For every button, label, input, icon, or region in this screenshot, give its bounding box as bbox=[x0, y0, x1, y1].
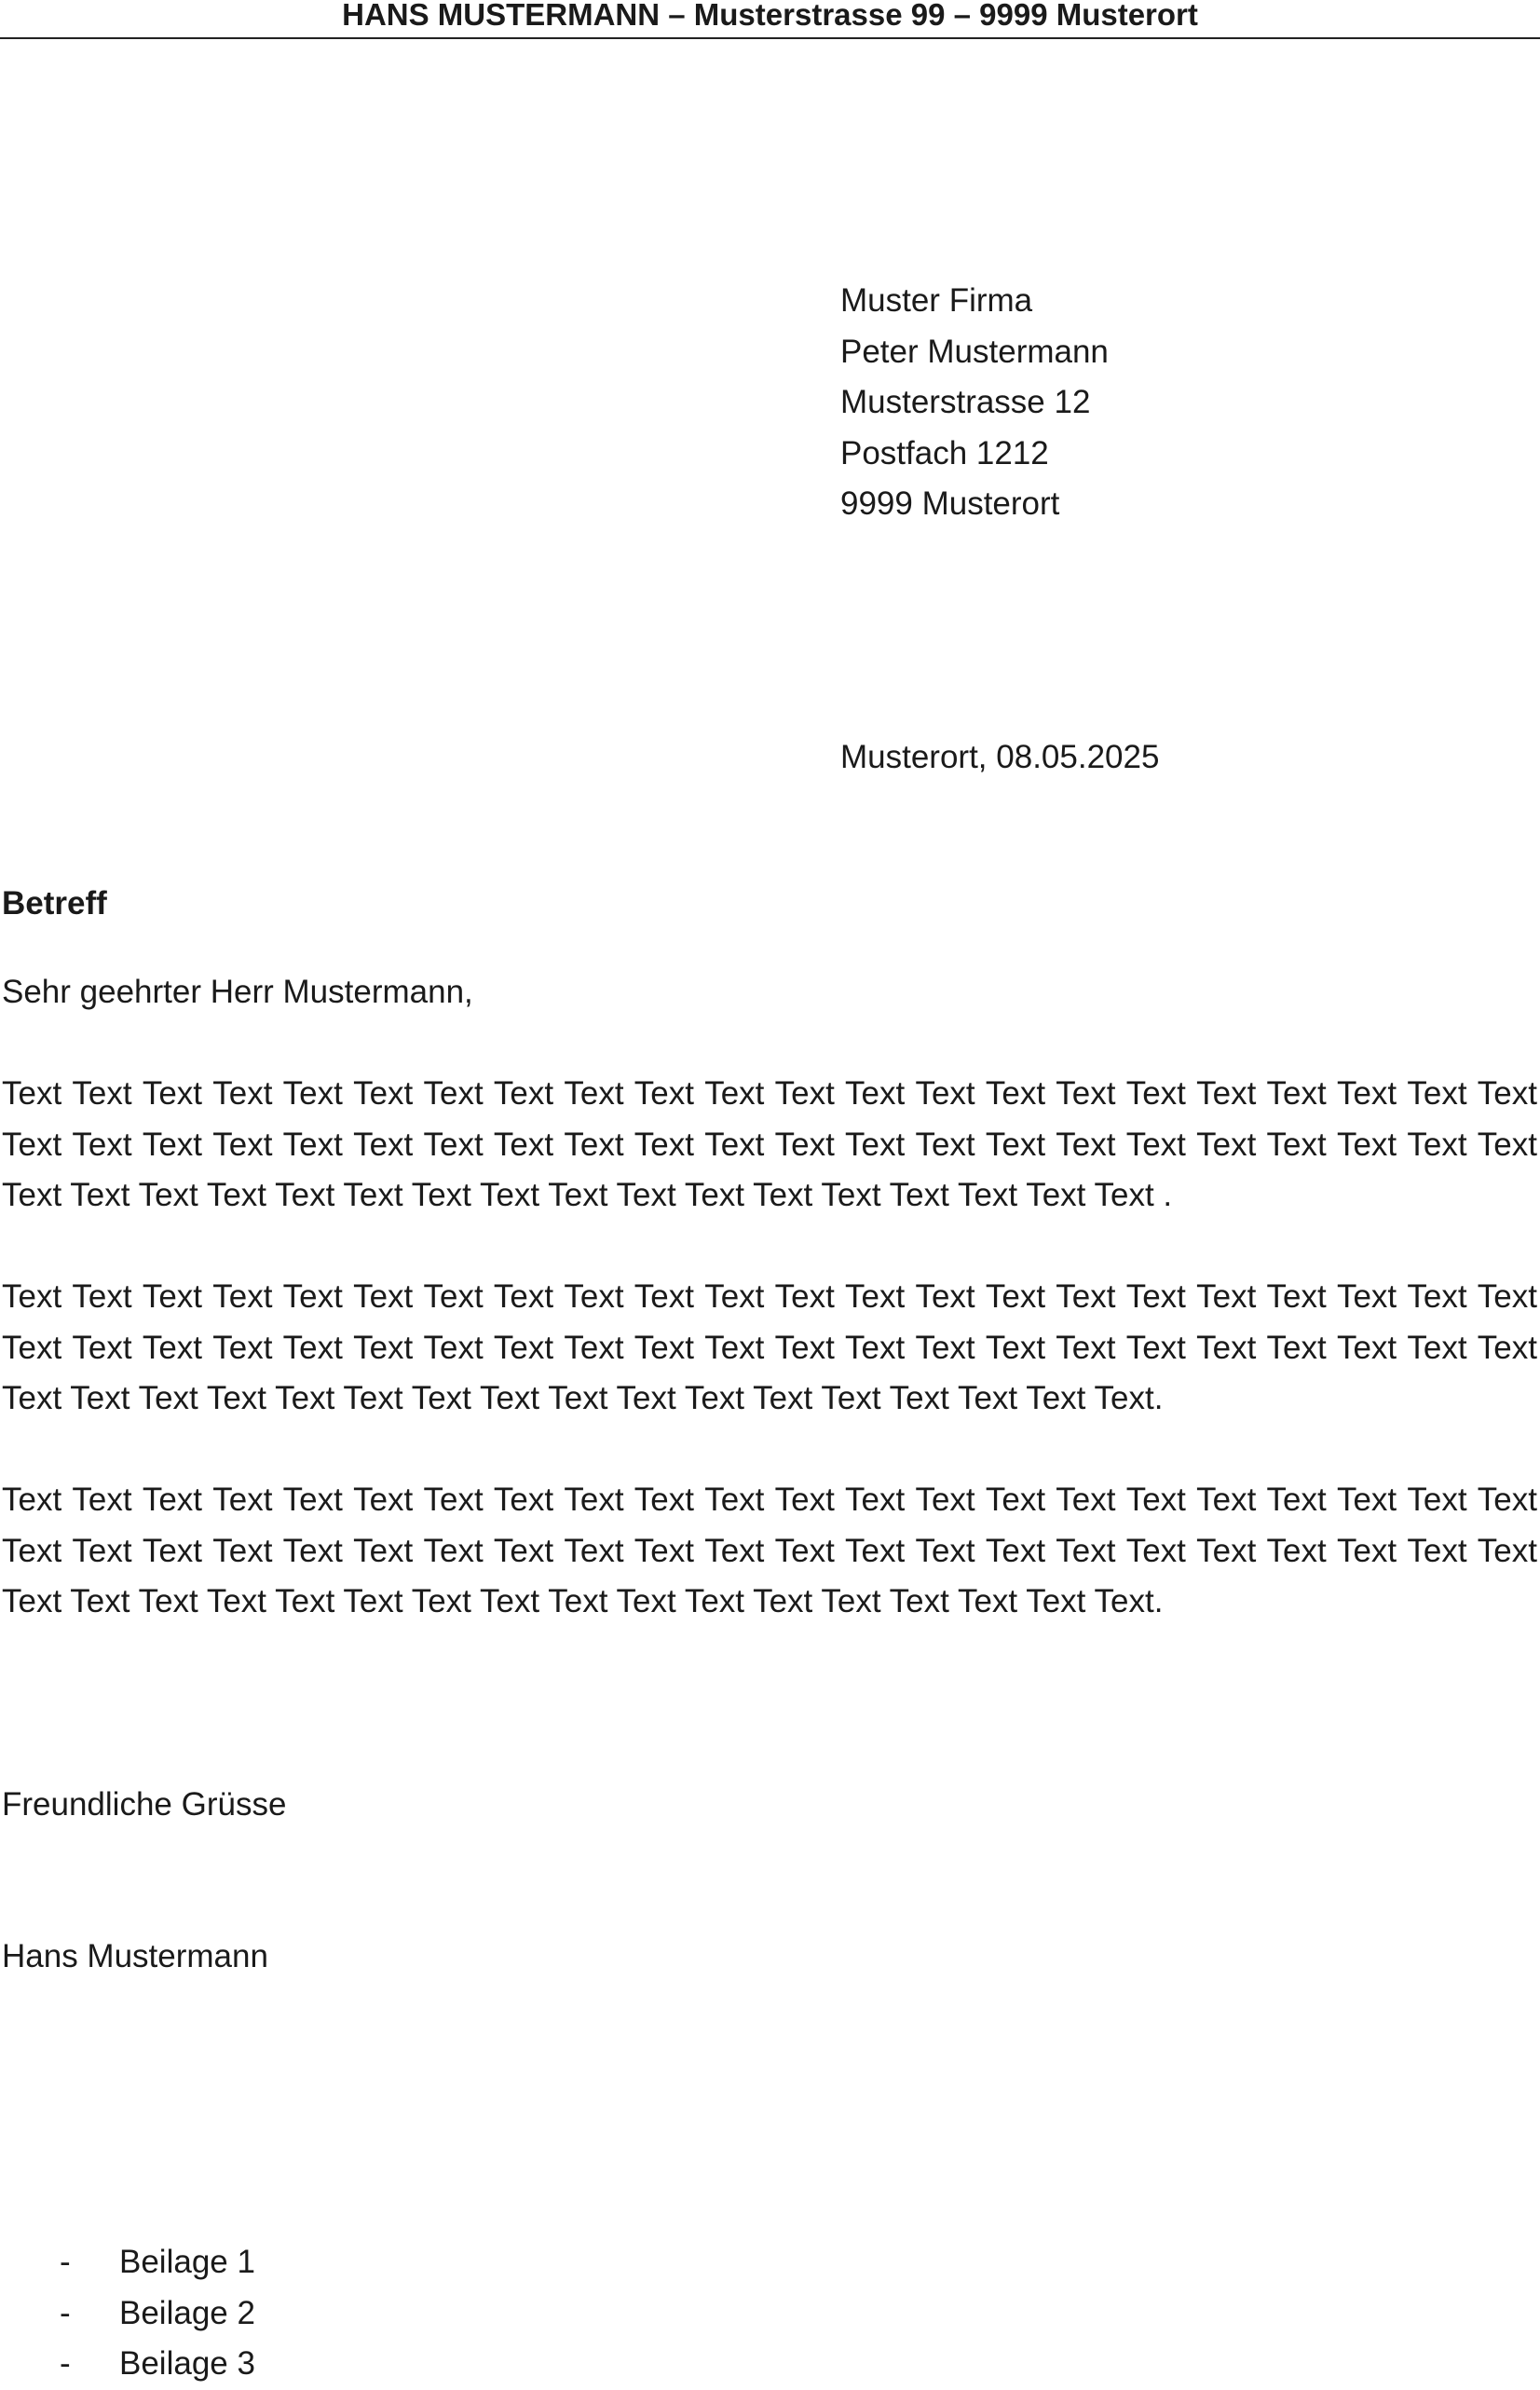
date-line: Musterort, 08.05.2025 bbox=[840, 739, 1160, 775]
body-paragraph-2: Text Text Text Text Text Text Text Text Text Text Text Text Text Text Text Text Text Text Text Text Text Text Text Text Text Text Text Text Text Text Text Text Text Text Text Text Text Text Text Text Text Text Text Text Text Text Text Text Text Text Text Text Text Text Text Text Text Text Text Text Text. bbox=[2, 1278, 1537, 1416]
body-paragraph-1: Text Text Text Text Text Text Text Text Text Text Text Text Text Text Text Text Text Text Text Text Text Text Text Text Text Text Text Text Text Text Text Text Text Text Text Text Text Text Text Text Text Text Text Text Text Text Text Text Text Text Text Text Text Text Text Text Text Text Text Text Text . bbox=[2, 1075, 1537, 1213]
recipient-company: Muster Firma bbox=[840, 282, 1033, 319]
recipient-address bbox=[840, 276, 1109, 530]
enclosure-item bbox=[0, 2288, 255, 2340]
enclosure-bullet: - bbox=[60, 2244, 71, 2280]
enclosure-item bbox=[0, 2339, 255, 2390]
recipient-street: Musterstrasse 12 bbox=[840, 384, 1091, 420]
salutation: Sehr geehrter Herr Mustermann, bbox=[2, 974, 473, 1010]
enclosure-item bbox=[0, 2237, 255, 2288]
enclosure-label: Beilage 1 bbox=[119, 2244, 255, 2280]
recipient-name: Peter Mustermann bbox=[840, 333, 1109, 370]
recipient-pobox: Postfach 1212 bbox=[840, 434, 1049, 471]
closing: Freundliche Grüsse bbox=[2, 1786, 287, 1823]
recipient-city: 9999 Musterort bbox=[840, 485, 1060, 522]
body-paragraph-3: Text Text Text Text Text Text Text Text Text Text Text Text Text Text Text Text Text Text Text Text Text Text Text Text Text Text Text Text Text Text Text Text Text Text Text Text Text Text Text Text Text Text Text Text Text Text Text Text Text Text Text Text Text Text Text Text Text Text Text Text Text. bbox=[2, 1482, 1537, 1619]
enclosure-list bbox=[0, 2237, 255, 2390]
enclosure-bullet: - bbox=[60, 2294, 71, 2331]
enclosure-label: Beilage 2 bbox=[119, 2294, 255, 2331]
letterhead: HANS MUSTERMANN – Musterstrasse 99 – 9999 Musterort bbox=[0, 0, 1540, 39]
subject-line: Betreff bbox=[2, 885, 107, 922]
signature-name: Hans Mustermann bbox=[2, 1938, 268, 1974]
enclosure-bullet: - bbox=[60, 2345, 71, 2382]
enclosure-label: Beilage 3 bbox=[119, 2345, 255, 2382]
